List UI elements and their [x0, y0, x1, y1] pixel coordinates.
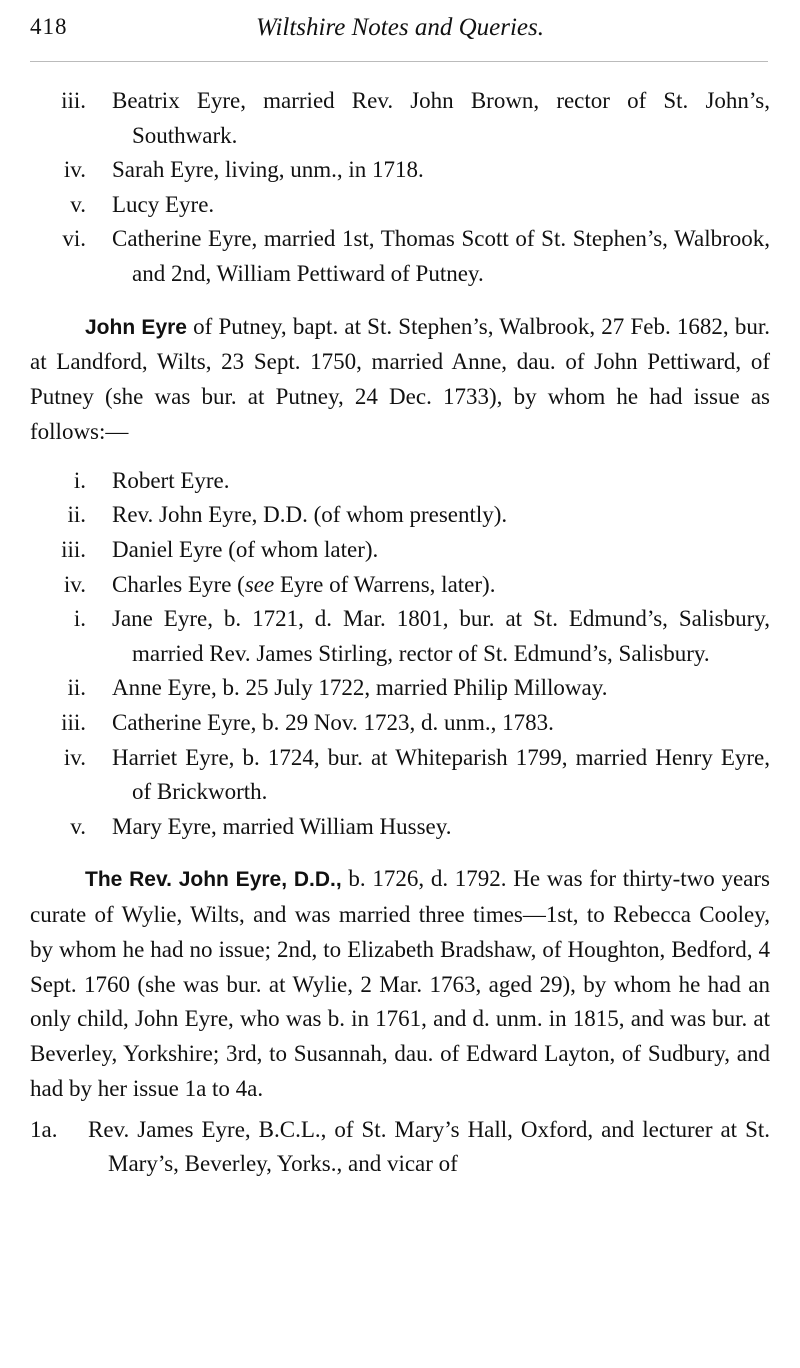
list-item [30, 671, 770, 706]
italic-see: see [244, 571, 275, 597]
running-title: Wiltshire Notes and Queries. [256, 14, 544, 41]
list-item [30, 568, 770, 603]
list-item [30, 533, 770, 568]
list-item [30, 464, 770, 499]
list-item-text: Mary Eyre, married William Hussey. [112, 813, 452, 839]
list-item-text: Rev. John Eyre, D.D. (of whom presently). [112, 502, 508, 528]
paragraph-text: b. 1726, d. 1792. He was for thirty-two years curate of Wylie, Wilts, and was married three times—1st, to Rebecca Cooley, by whom he had no issue; 2nd, to Elizabeth Bradshaw, of Houghton, Bedford, 4 Sept. 1760 (she was bur. at Wylie, 2 Mar. 1763, aged 29), by whom he had an only child, John Eyre, who was b. in 1761, and d. unm. in 1815, and was bur. at Beverley, Yorkshire; 3rd, to Susannah, dau. of Edward Layton, of Sudbury, and had by her issue 1a to 4a. [30, 866, 771, 1102]
list-item-number: iii. [61, 709, 86, 735]
list-item-text: Anne Eyre, b. 25 July 1722, married Philip Milloway. [112, 675, 608, 701]
list-item-text: Lucy Eyre. [112, 191, 215, 217]
paragraph-text: of Putney, bapt. at St. Stephen’s, Walbrook, 27 Feb. 1682, bur. at Landford, Wilts, 23 Sept. 1750, married Anne, dau. of John Pettiward, of Putney (she was bur. at Putney, 24 Dec. 1733), by whom he had issue as follows:— [30, 313, 770, 444]
list-item-text: Catherine Eyre, married 1st, Thomas Scott of St. Stephen’s, Walbrook, and 2nd, William Pettiward of Putney. [112, 226, 770, 286]
list-item-text: Beatrix Eyre, married Rev. John Brown, rector of St. John’s, Southwark. [112, 88, 770, 148]
page-number: 418 [30, 14, 68, 39]
list-item-number: iii. [61, 536, 86, 562]
list-item-number: iv. [63, 157, 86, 183]
list-item-text: Catherine Eyre, b. 29 Nov. 1723, d. unm., 1783. [112, 709, 554, 735]
paragraph-john-eyre [30, 310, 770, 450]
list-item [30, 810, 770, 845]
list-item [30, 602, 770, 671]
list-item [30, 706, 770, 741]
list-item-text: Charles Eyre (see Eyre of Warrens, later). [112, 571, 496, 597]
list-item [30, 741, 770, 810]
page-header [30, 14, 770, 48]
person-name: The Rev. John Eyre, D.D., [85, 868, 342, 892]
list-item-text: Harriet Eyre, b. 1724, bur. at Whiteparish 1799, married Henry Eyre, of Brickworth. [112, 744, 770, 805]
list-item-text: Rev. James Eyre, B.C.L., of St. Mary’s Hall, Oxford, and lecturer at St. Mary’s, Beverley, Yorks., and vicar of [88, 1116, 770, 1177]
list-item-number: vi. [62, 226, 86, 252]
list-item [30, 153, 770, 188]
list-item-number: ii. [67, 675, 86, 701]
list-item [30, 188, 770, 223]
page-body [30, 84, 770, 1182]
list-item-number: v. [70, 813, 86, 839]
list-item [30, 222, 770, 291]
list-item-text: Robert Eyre. [112, 467, 230, 493]
list-item-text: Daniel Eyre (of whom later). [112, 536, 379, 562]
list-item-text: Jane Eyre, b. 1721, d. Mar. 1801, bur. at St. Edmund’s, Salisbury, married Rev. James Stirling, rector of St. Edmund’s, Salisbury. [112, 606, 770, 666]
header-rule [30, 61, 768, 62]
list-item-number: i. [73, 467, 86, 493]
list-item-number: v. [70, 191, 86, 217]
list-item [30, 1113, 770, 1182]
list-item-text: Sarah Eyre, living, unm., in 1718. [112, 157, 424, 183]
list-item-number: iv. [63, 744, 86, 770]
list-item-number: i. [73, 606, 86, 632]
person-name: John Eyre [85, 315, 187, 339]
list-item-number: iv. [63, 571, 86, 597]
list-item [30, 498, 770, 533]
paragraph-rev-john-eyre [30, 862, 770, 1107]
list-item-number: 1a. [30, 1116, 58, 1142]
list-item-number: iii. [61, 88, 86, 113]
list-item [30, 84, 770, 153]
list-item-number: ii. [67, 502, 86, 528]
